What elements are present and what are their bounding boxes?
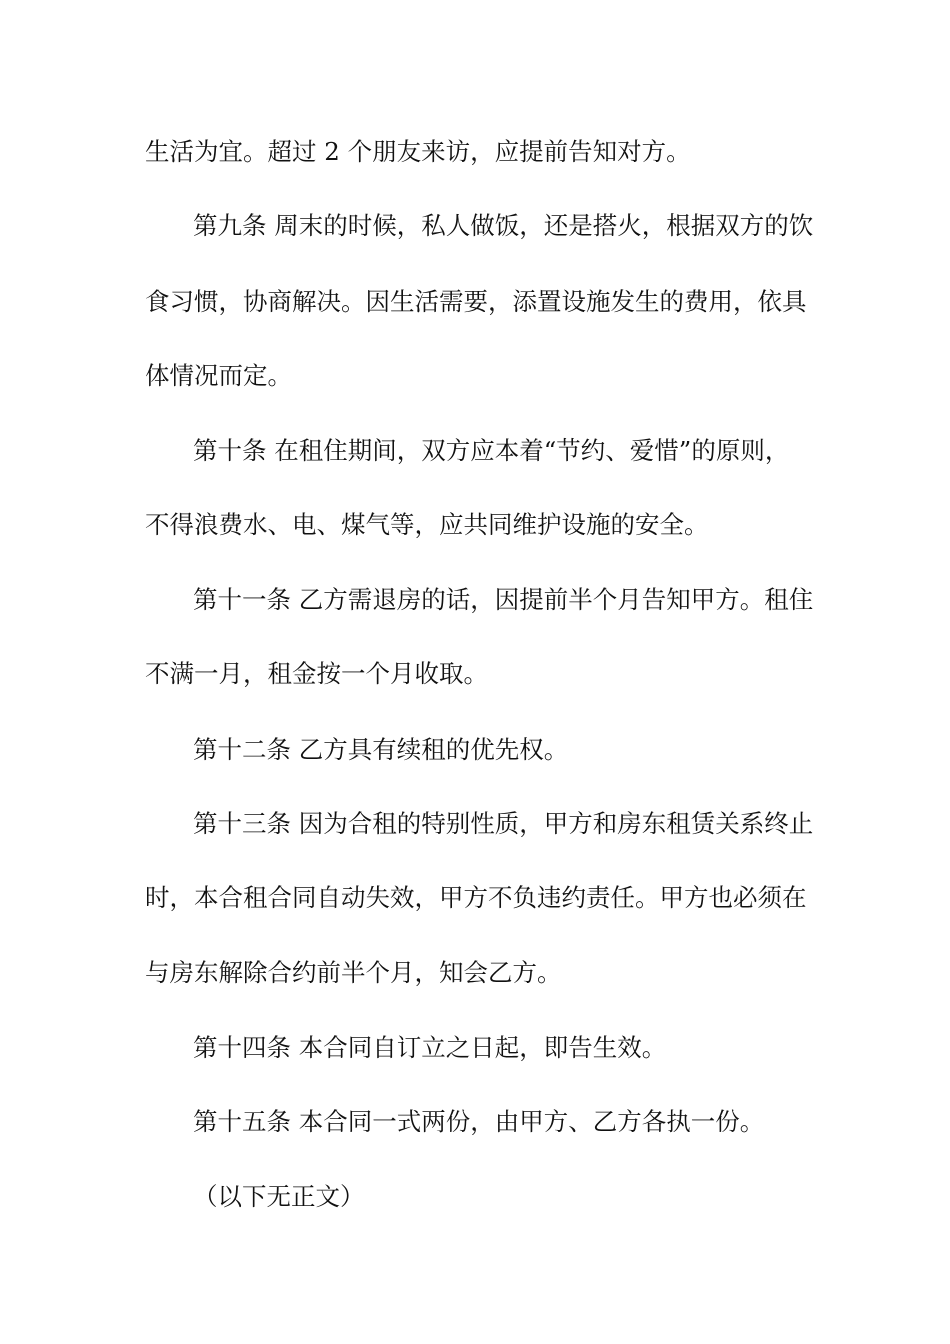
article-15-line-1: 第十五条 本合同一式两份，由甲方、乙方各执一份。 [193,1107,765,1136]
article-13-line-2: 时，本合租合同自动失效，甲方不负违约责任。甲方也必须在 [145,883,807,912]
article-13-line-1: 第十三条 因为合租的特别性质，甲方和房东租赁关系终止 [193,809,814,838]
article-14-line-1: 第十四条 本合同自订立之日起，即告生效。 [193,1033,667,1062]
article-9-line-2: 食习惯，协商解决。因生活需要，添置设施发生的费用，依具 [145,287,807,316]
article-10-line-1: 第十条 在租住期间，双方应本着“节约、爱惜”的原则， [193,436,790,465]
article-9-line-3: 体情况而定。 [145,361,292,390]
article-10-line-2: 不得浪费水、电、煤气等，应共同维护设施的安全。 [145,510,709,539]
article-11-line-1: 第十一条 乙方需退房的话，因提前半个月告知甲方。租住 [193,585,814,614]
article-11-line-2: 不满一月，租金按一个月收取。 [145,659,488,688]
article-9-line-1: 第九条 周末的时候，私人做饭，还是搭火，根据双方的饮 [193,211,814,240]
text-line-continuation: 生活为宜。超过 2 个朋友来访，应提前告知对方。 [145,137,691,166]
article-13-line-3: 与房东解除合约前半个月，知会乙方。 [145,958,562,987]
end-of-text-note: （以下无正文） [193,1182,365,1211]
article-12-line-1: 第十二条 乙方具有续租的优先权。 [193,735,569,764]
